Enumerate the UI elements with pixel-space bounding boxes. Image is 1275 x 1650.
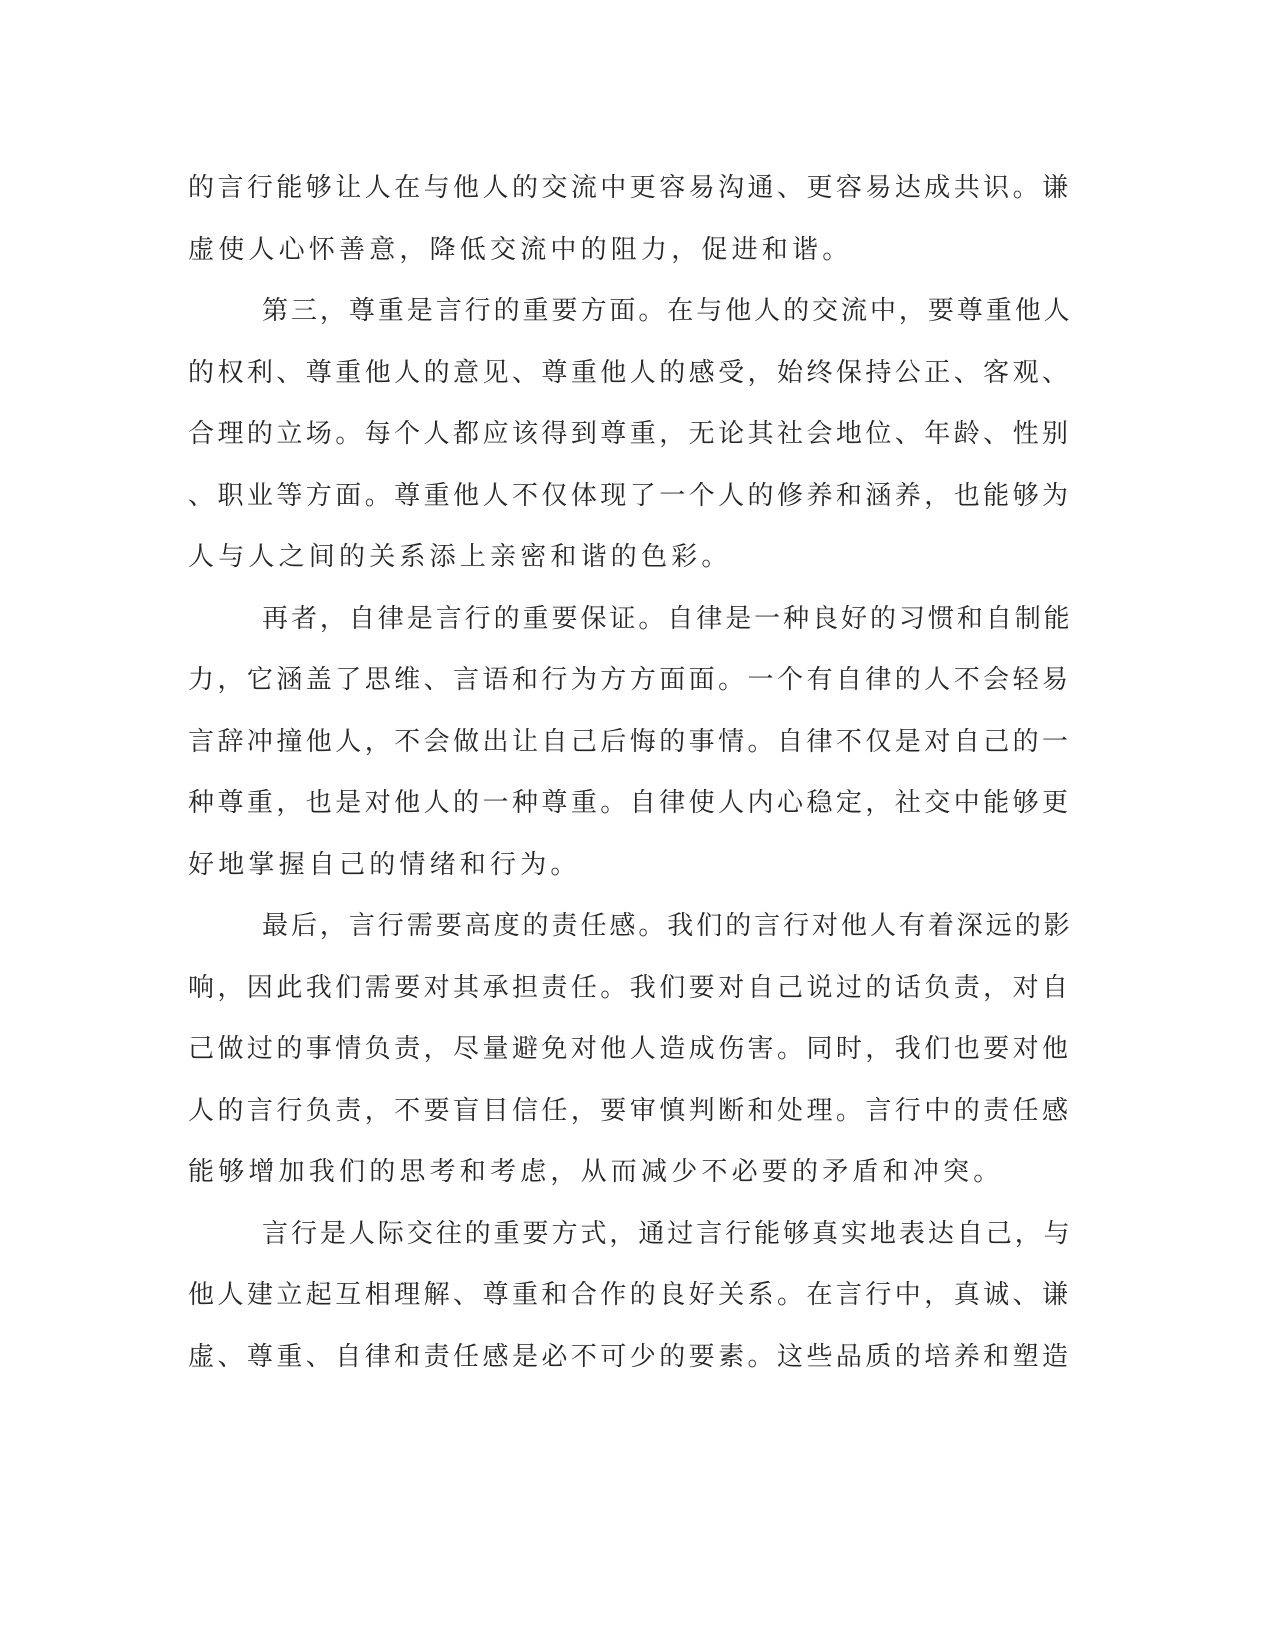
text-line: 能够增加我们的思考和考虑，从而减少不必要的矛盾和冲突。 [188,1157,1004,1187]
text-line: 力，它涵盖了思维、言语和行为方方面面。一个有自律的人不会轻易 [188,665,1072,695]
paragraph-first-line: 再者，自律是言行的重要保证。自律是一种良好的习惯和自制能 [262,603,1073,634]
text-line: 人与人之间的关系添上亲密和谐的色彩。 [188,542,732,572]
text-line: 的权利、尊重他人的意见、尊重他人的感受，始终保持公正、客观、 [188,357,1072,388]
text-line: 言辞冲撞他人，不会做出让自己后悔的事情。自律不仅是对自己的一 [188,726,1072,757]
text-line: 合理的立场。每个人都应该得到尊重，无论其社会地位、年龄、性别 [188,419,1072,449]
text-line: 种尊重，也是对他人的一种尊重。自律使人内心稳定，社交中能够更 [188,788,1072,818]
text-line: 他人建立起互相理解、尊重和合作的良好关系。在言行中，真诚、谦 [188,1280,1072,1310]
text-line: 响，因此我们需要对其承担责任。我们要对自己说过的话负责，对自 [188,972,1072,1003]
paragraph-first-line: 言行是人际交往的重要方式，通过言行能够真实地表达自己，与 [262,1218,1073,1249]
text-line: 人的言行负责，不要盲目信任，要审慎判断和处理。言行中的责任感 [188,1095,1072,1126]
text-line: 、职业等方面。尊重他人不仅体现了一个人的修养和涵养，也能够为 [188,480,1072,511]
text-line: 己做过的事情负责，尽量避免对他人造成伤害。同时，我们也要对他 [188,1034,1072,1064]
text-line: 虚、尊重、自律和责任感是必不可少的要素。这些品质的培养和塑造 [188,1341,1072,1372]
text-line: 虚使人心怀善意，降低交流中的阻力，促进和谐。 [188,234,853,265]
paragraph-first-line: 最后，言行需要高度的责任感。我们的言行对他人有着深远的影 [262,911,1073,941]
text-line: 的言行能够让人在与他人的交流中更容易沟通、更容易达成共识。谦 [188,173,1072,203]
text-line: 好地掌握自己的情绪和行为。 [188,849,581,880]
body-text [188,158,1073,1388]
paragraph-first-line: 第三，尊重是言行的重要方面。在与他人的交流中，要尊重他人 [262,296,1073,326]
